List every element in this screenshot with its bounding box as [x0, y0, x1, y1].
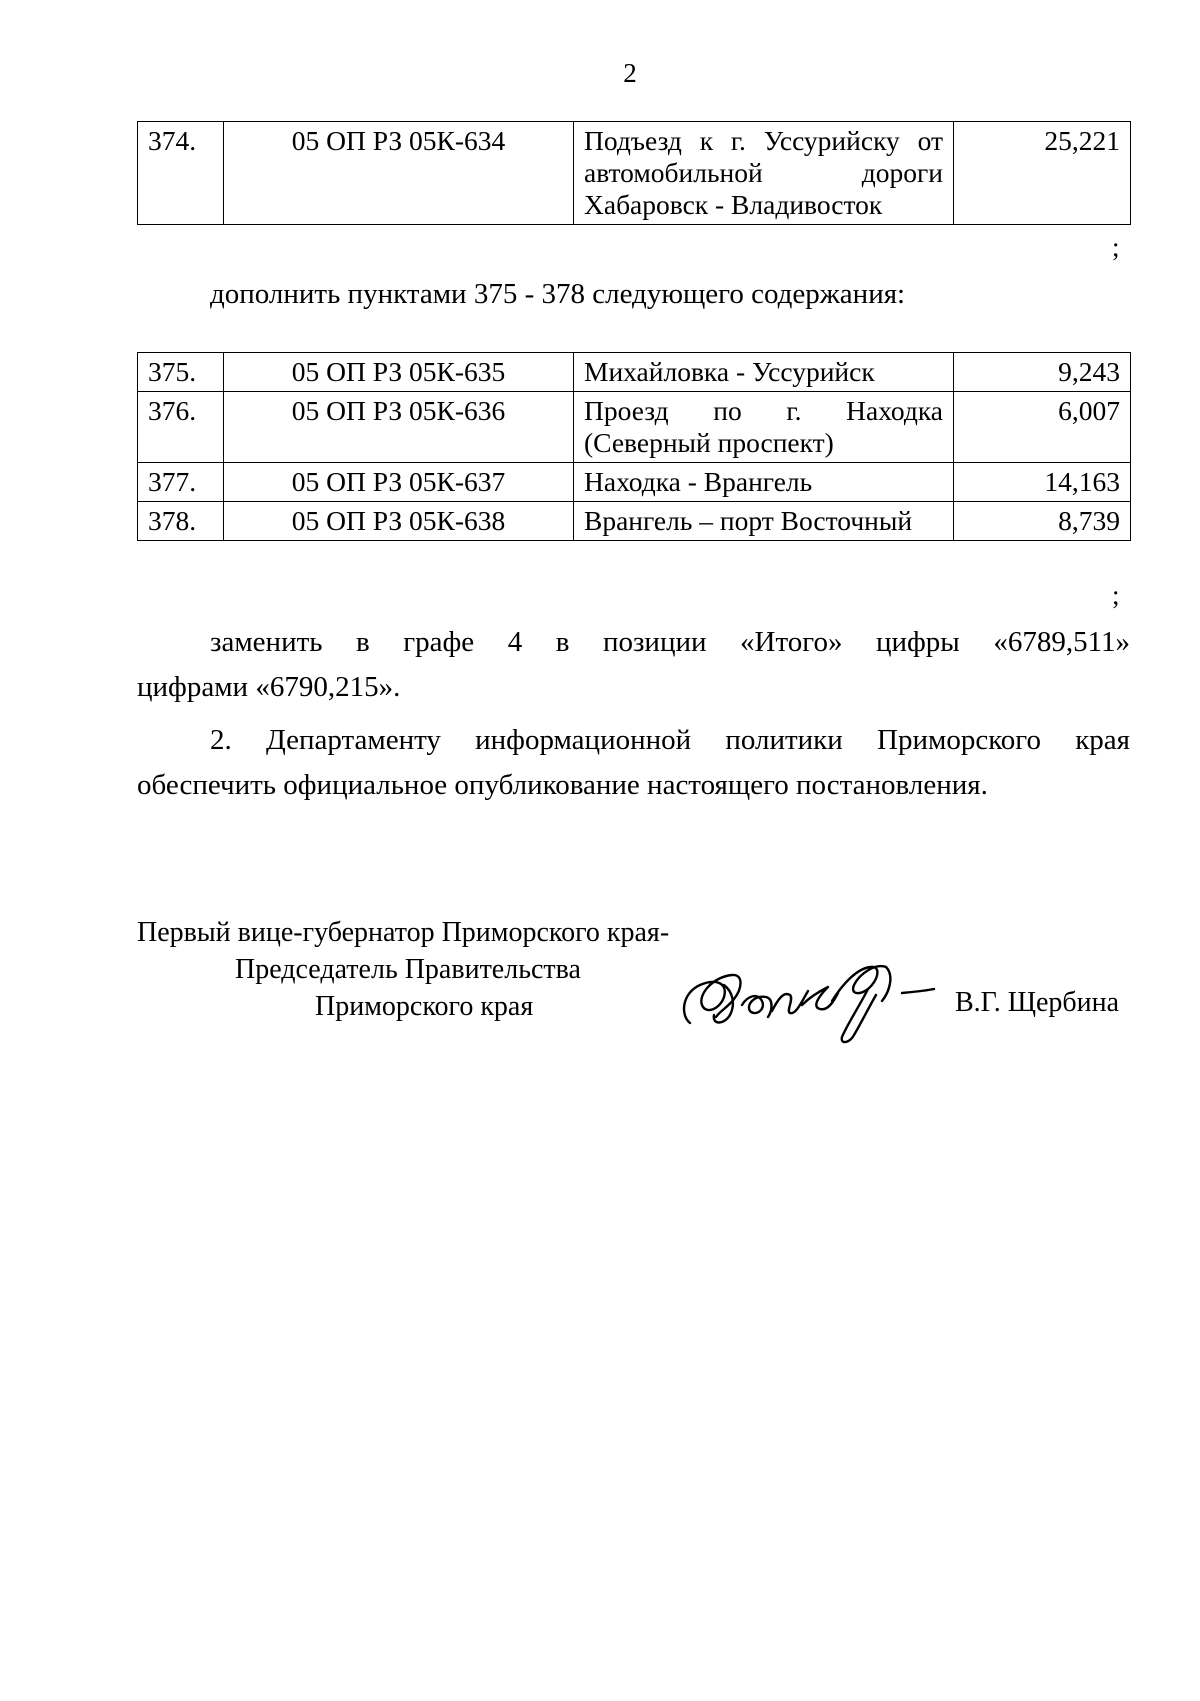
signatory-title-line: Председатель Правительства: [235, 954, 581, 985]
table-row: [138, 502, 1131, 541]
semicolon: ;: [1112, 580, 1120, 610]
road-name: Врангель – порт Восточный: [574, 502, 954, 541]
row-number: 375.: [138, 353, 224, 392]
intro-text: дополнить пунктами 375 - 378 следующего содержания:: [210, 278, 906, 310]
road-length: 9,243: [954, 353, 1131, 392]
roads-table-375-378: [137, 352, 1131, 541]
road-code: 05 ОП РЗ 05К-634: [224, 122, 574, 225]
signatory-title: [137, 914, 669, 1025]
paragraph-line: обеспечить официальное опубликование настоящего постановления.: [137, 769, 988, 801]
road-name: Проезд по г. Находка (Северный проспект): [574, 392, 954, 463]
row-number: 378.: [138, 502, 224, 541]
road-length: 6,007: [954, 392, 1131, 463]
road-name: Подъезд к г. Уссурийску от автомобильной дороги Хабаровск - Владивосток: [574, 122, 954, 225]
signer-name: В.Г. Щербина: [955, 987, 1120, 1018]
road-length: 8,739: [954, 502, 1131, 541]
signatory-title-line: Приморского края: [315, 991, 534, 1022]
row-number: 374.: [138, 122, 224, 225]
road-length: 14,163: [954, 463, 1131, 502]
paragraph-replace-total: [137, 620, 1130, 710]
table-row: [138, 392, 1131, 463]
road-code: 05 ОП РЗ 05К-636: [224, 392, 574, 463]
road-code: 05 ОП РЗ 05К-638: [224, 502, 574, 541]
handwritten-signature: [672, 945, 962, 1050]
road-length: 25,221: [954, 122, 1131, 225]
paragraph-line: цифрами «6790,215».: [137, 671, 401, 703]
road-name: Находка - Врангель: [574, 463, 954, 502]
table-row: [138, 122, 1131, 225]
semicolon: ;: [1112, 232, 1120, 262]
row-number: 377.: [138, 463, 224, 502]
road-code: 05 ОП РЗ 05К-637: [224, 463, 574, 502]
table-row: [138, 463, 1131, 502]
page-number: 2: [623, 58, 637, 88]
row-number: 376.: [138, 392, 224, 463]
table-row: [138, 353, 1131, 392]
roads-table-374: [137, 121, 1131, 225]
paragraph-line: 2. Департаменту информационной политики Приморского края: [210, 724, 1130, 756]
paragraph-line: заменить в графе 4 в позиции «Итого» цифры «6789,511»: [210, 626, 1130, 658]
signatory-title-line: Первый вице-губернатор Приморского края-: [137, 917, 670, 948]
road-name: Михайловка - Уссурийск: [574, 353, 954, 392]
paragraph-publication: [137, 718, 1130, 808]
road-code: 05 ОП РЗ 05К-635: [224, 353, 574, 392]
